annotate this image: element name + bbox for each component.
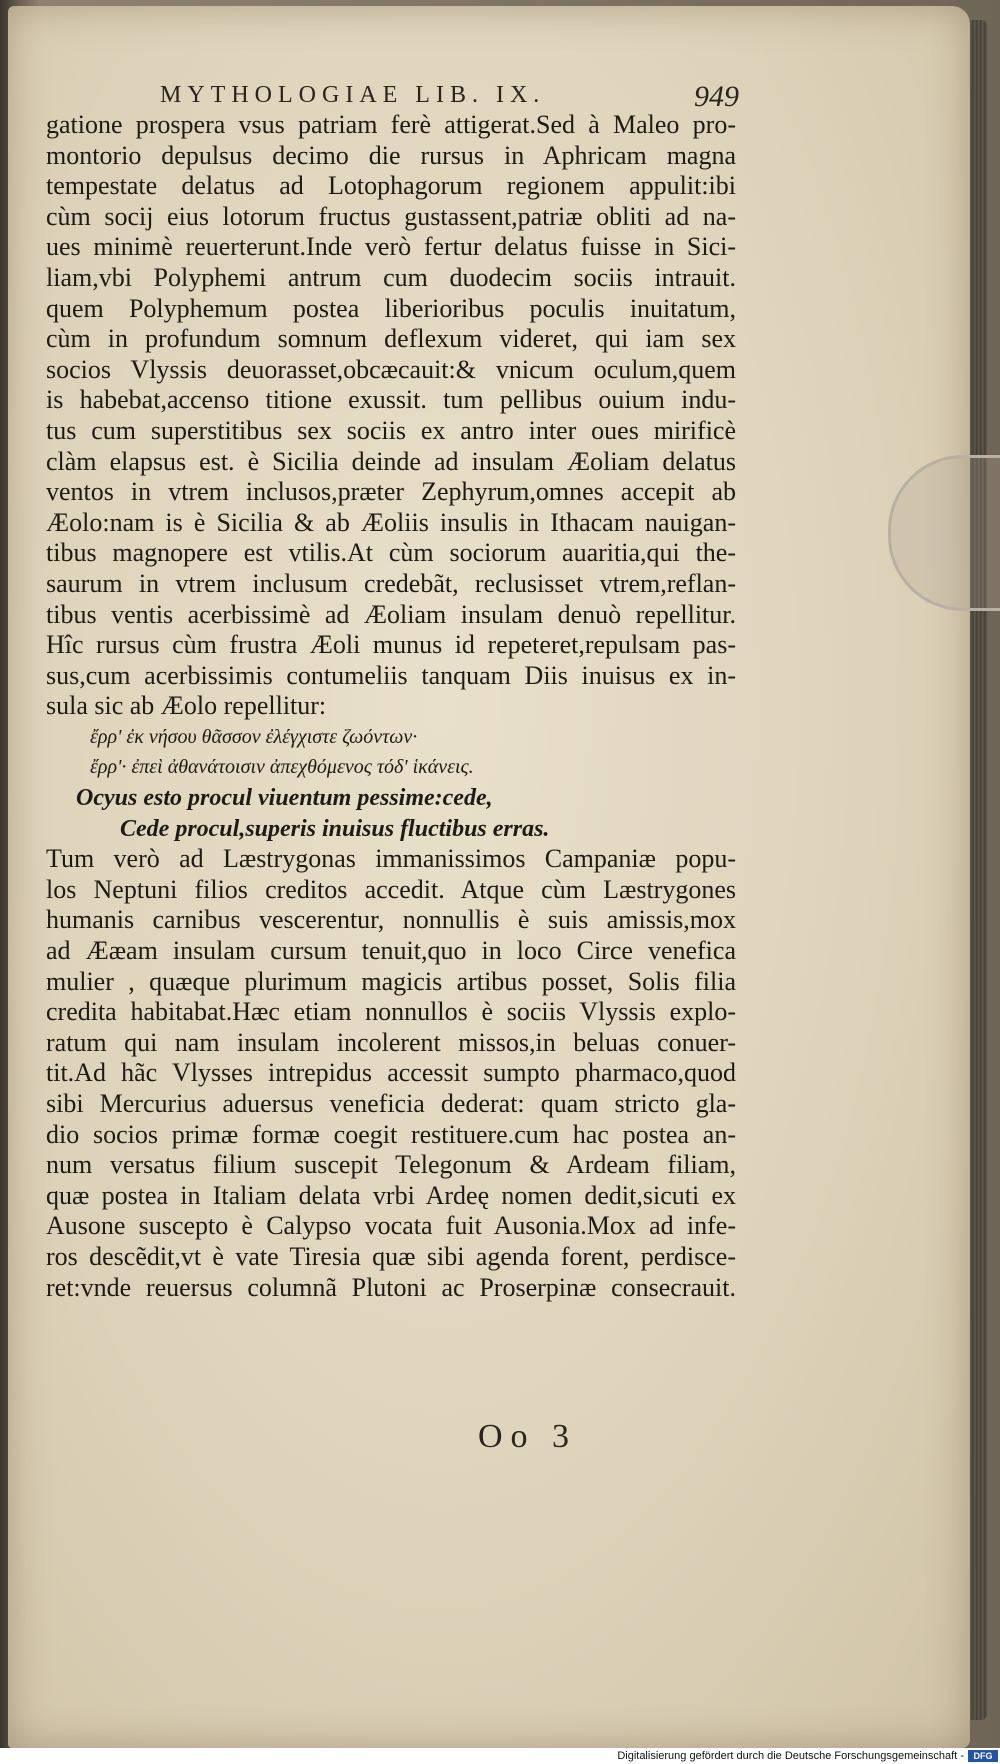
text-line: cùm socij eius lotorum fructus gustassent,patriæ obliti ad na- xyxy=(46,201,736,231)
text-line: Hîc rursus cùm frustra Æoli munus id repeteret,repulsam pas- xyxy=(46,630,736,660)
text-line: sus,cum acerbissimis contumeliis tanquam Diis inuisus ex in- xyxy=(46,660,736,690)
text-line: sibi Mercurius aduersus veneficia dederat: quam stricto gla- xyxy=(46,1089,736,1118)
text-line: quem Polyphemum postea liberioribus poculis inuitatum, xyxy=(46,293,736,323)
dfg-logo: DFG xyxy=(968,1750,998,1762)
funding-credit: Digitalisierung gefördert durch die Deutsche Forschungsgemeinschaft - xyxy=(617,1750,964,1762)
text-line: ventos in vtrem inclusos,præter Zephyrum,omnes accepit ab xyxy=(46,477,736,507)
text-line: socios Vlyssis deuorasset,obcæcauit:& vnicum oculum,quem xyxy=(46,354,736,384)
text-line: credita habitabat.Hæc etiam nonnullos è sociis Vlyssis explo- xyxy=(46,997,736,1027)
page-number: 949 xyxy=(694,80,739,113)
text-line: cùm in profundum somnum deflexum videret, qui iam sex xyxy=(46,324,736,354)
text-line: gatione prospera vsus patriam ferè attigerat.Sed à Maleo pro- xyxy=(46,110,736,139)
latin-verse-line: Cede procul,superis inuisus fluctibus erras. xyxy=(120,815,550,842)
greek-verse-line: ἔρρ' ἐκ νήσου θᾶσσον ἐλέγχιστε ζωόντων· xyxy=(90,725,418,748)
signature-mark: Oo 3 xyxy=(478,1418,578,1455)
text-line: Tum verò ad Læstrygonas immanissimos Campaniæ popu- xyxy=(46,844,736,874)
greek-verse-line: ἔρρ'· ἐπεὶ ἀθανάτοισιν ἀπεχθόμενος τόδ' ἱκάνεις. xyxy=(90,756,474,779)
text-line: ratum qui nam insulam incolerent missos,in beluas conuer- xyxy=(46,1027,736,1057)
text-line: tibus ventis acerbissimè ad Æoliam insulam denuò repellitur. xyxy=(46,599,736,629)
text-line: sula sic ab Æolo repellitur: xyxy=(46,691,327,721)
running-title: MYTHOLOGIAE LIB. IX. xyxy=(160,82,546,108)
text-line: humanis carnibus vescerentur, nonnullis è suis amissis,mox xyxy=(46,905,736,935)
text-line: saurum in vtrem inclusum credebãt, reclusisset vtrem,reflan- xyxy=(46,568,736,598)
text-line: dio socios primæ formæ coegit restituere.cum hac postea an- xyxy=(46,1119,736,1149)
text-line: tit.Ad hãc Vlysses intrepidus accessit sumpto pharmaco,quod xyxy=(46,1058,736,1088)
text-line: ret:vnde reuersus columnã Plutoni ac Proserpinæ consecrauit. xyxy=(46,1272,736,1302)
latin-verse-line: Ocyus esto procul viuentum pessime:cede, xyxy=(76,785,493,812)
main-text xyxy=(46,110,736,1303)
text-line: tus cum superstitibus sex sociis ex antro inter oues mirificè xyxy=(46,415,736,445)
text-line: quæ postea in Italiam delata vrbi Ardeę nomen dedit,sicuti ex xyxy=(46,1180,736,1210)
text-line: tibus magnopere est vtilis.At cùm sociorum auaritia,qui the- xyxy=(46,538,736,568)
text-line: Ausone suscepto è Calypso vocata fuit Ausonia.Mox ad infe- xyxy=(46,1211,736,1241)
text-line: is habebat,accenso titione exussit. tum pellibus ouium indu- xyxy=(46,385,736,415)
text-line: num versatus filium suscepit Telegonum & Ardeam filiam, xyxy=(46,1150,736,1180)
text-line: los Neptuni filios creditos accedit. Atque cùm Læstrygones xyxy=(46,874,736,904)
text-line: montorio depulsus decimo die rursus in Aphricam magna xyxy=(46,140,736,170)
text-line: ues minimè reuerterunt.Inde verò fertur delatus fuisse in Sici- xyxy=(46,232,736,262)
text-line: mulier , quæque plurimum magicis artibus posset, Solis filia xyxy=(46,966,736,996)
text-line: clàm elapsus est. è Sicilia deinde ad insulam Æoliam delatus xyxy=(46,446,736,476)
text-line: tempestate delatus ad Lotophagorum regionem appulit:ibi xyxy=(46,171,736,201)
text-line: ad Ææam insulam cursum tenuit,quo in loco Circe venefica xyxy=(46,936,736,966)
text-line: ros descẽdit,vt è vate Tiresia quæ sibi agenda forent, perdisce- xyxy=(46,1241,736,1271)
text-line: Æolo:nam is è Sicilia & ab Æoliis insulis in Ithacam nauigan- xyxy=(46,507,736,537)
text-line: liam,vbi Polyphemi antrum cum duodecim sociis intrauit. xyxy=(46,262,736,292)
